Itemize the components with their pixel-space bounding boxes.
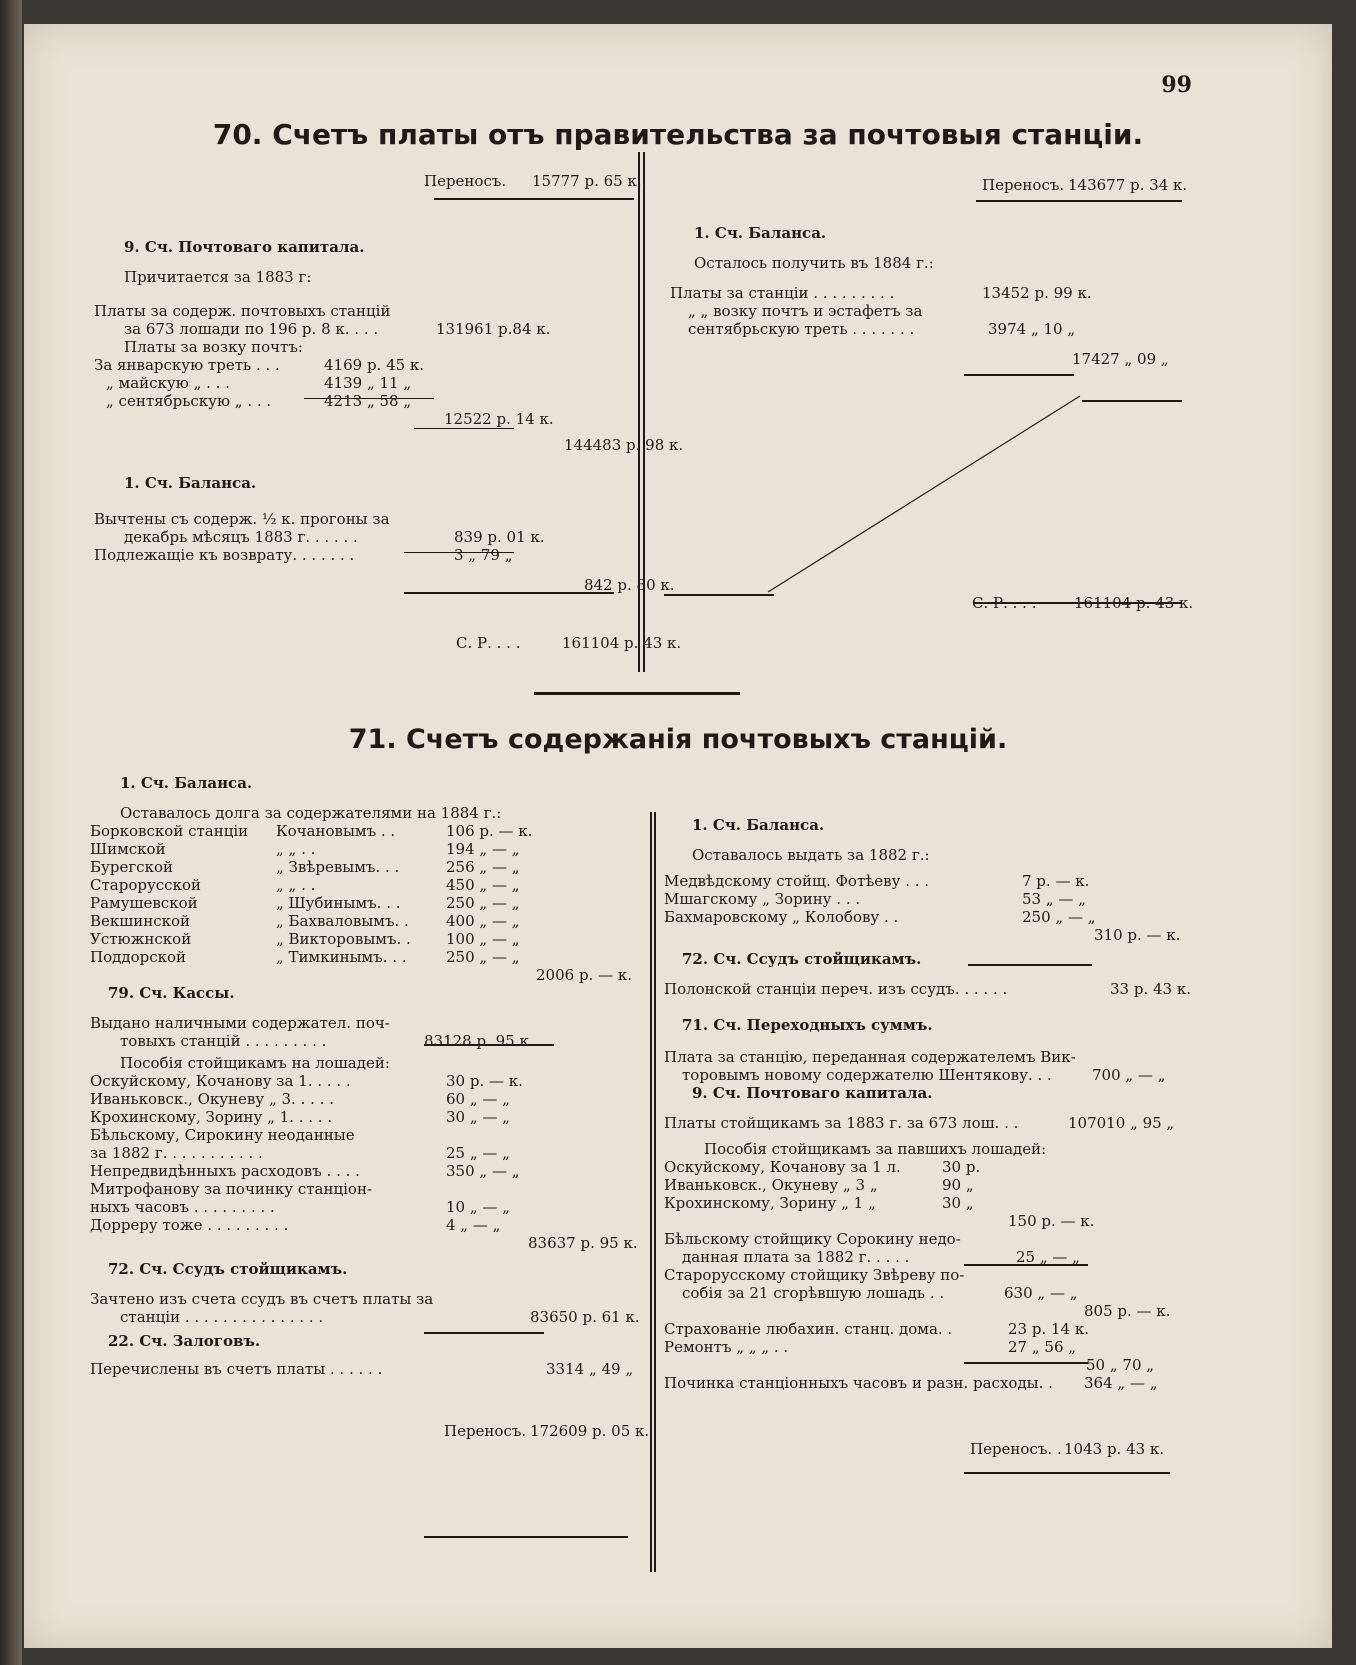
entry-amount: 3974 „ 10 „ xyxy=(988,320,1076,338)
lost-horse-row xyxy=(664,1194,1184,1212)
station-row xyxy=(90,822,650,840)
account-subtitle: Оставалось долга за содержателями на 1884 г.: xyxy=(120,804,502,822)
station-name: Рамушевской xyxy=(90,894,198,912)
rule xyxy=(404,552,514,553)
lost-horse-row xyxy=(664,1176,1184,1194)
rule xyxy=(404,592,614,594)
sum-amount: 161104 р. 43 к. xyxy=(1074,594,1194,612)
entry-row xyxy=(664,980,1191,998)
total-amount: 2006 р. — к. xyxy=(536,966,632,984)
entry-text: Мшагскому „ Зорину . . . xyxy=(664,890,861,908)
rule xyxy=(964,1472,1170,1474)
entry-text: Платы за станціи . . . . . . . . . xyxy=(670,284,895,302)
account-subtitle: Причитается за 1883 г: xyxy=(124,268,312,286)
entry-amount: 107010 „ 95 „ xyxy=(1068,1114,1175,1132)
total-amount: 144483 р. 98 к. xyxy=(564,436,684,454)
allowance-row xyxy=(90,1108,650,1126)
balance-row xyxy=(664,872,1184,890)
entry-text: Починка станціонныхъ часовъ и разн. расходы. . xyxy=(664,1374,1053,1392)
rule xyxy=(964,1362,1088,1364)
station-amount: 194 „ — „ xyxy=(446,840,520,858)
entry-row xyxy=(90,1308,650,1326)
entry-text: Платы за содерж. почтовыхъ станцій xyxy=(94,302,391,320)
entry-amount: 30 „ — „ xyxy=(446,1108,510,1126)
station-row xyxy=(90,858,650,876)
allowance-list xyxy=(90,1072,650,1234)
subtotal-row xyxy=(664,1302,1184,1320)
station-row xyxy=(90,876,650,894)
entry-text: собія за 21 сгорѣвшую лошадь . . xyxy=(682,1284,945,1302)
station-amount: 250 „ — „ xyxy=(446,948,520,966)
entry-text: За январскую треть . . . xyxy=(94,356,280,374)
entry-amount: 83650 р. 61 к. xyxy=(530,1308,640,1326)
carry-amount: 143677 р. 34 к. xyxy=(1068,176,1188,194)
entry-amount: 83128 р. 95 к. xyxy=(424,1032,534,1050)
carry-amount: 15777 р. 65 к. xyxy=(532,172,642,190)
entry-row xyxy=(94,546,654,564)
total-amount: 842 р. 80 к. xyxy=(584,576,675,594)
entry-text: Крохинскому, Зорину „ 1. . . . . xyxy=(90,1108,333,1126)
entry-text: Выдано наличными содержател. поч- xyxy=(90,1014,390,1032)
entry-row xyxy=(670,284,1190,302)
carry-row xyxy=(90,1422,650,1440)
entry-text: Бѣльскому, Сирокину неоданные xyxy=(90,1126,355,1144)
carry-row xyxy=(664,1440,1184,1458)
book-spine xyxy=(0,0,22,1665)
rule xyxy=(424,1044,554,1046)
entry-amount: 4 „ — „ xyxy=(446,1216,501,1234)
total-amount: 17427 „ 09 „ xyxy=(1072,350,1169,368)
account-title: 1. Сч. Баланса. xyxy=(694,224,827,242)
entry-amount: 364 „ — „ xyxy=(1084,1374,1158,1392)
page-number: 99 xyxy=(1161,72,1192,98)
column-divider xyxy=(643,152,645,672)
entry-text: сентябрьскую треть . . . . . . . xyxy=(688,320,915,338)
entry-text: Зачтено изъ счета ссудъ въ счетъ платы за xyxy=(90,1290,434,1308)
entry-row xyxy=(664,1320,1184,1338)
entry-text: Дорреру тоже . . . . . . . . . xyxy=(90,1216,289,1234)
entry-text: Полонской станціи переч. изъ ссудъ. . . . . . xyxy=(664,980,1008,998)
entry-row xyxy=(664,1284,1184,1302)
entry-text: ныхъ часовъ . . . . . . . . . xyxy=(90,1198,275,1216)
station-amount: 106 р. — к. xyxy=(446,822,533,840)
entry-text: Бѣльскому стойщику Сорокину недо- xyxy=(664,1230,961,1248)
entry-text: Оскуйскому, Кочанову за 1 л. xyxy=(664,1158,901,1176)
entry-row xyxy=(94,356,654,374)
subtotal-row xyxy=(94,410,654,428)
subtotal-amount: 805 р. — к. xyxy=(1084,1302,1171,1320)
station-keeper: „ Шубинымъ. . . xyxy=(276,894,401,912)
entry-text: Пособія стойщикамъ на лошадей: xyxy=(120,1054,390,1072)
total-row xyxy=(664,926,1184,944)
entry-text: Страхованіе любахин. станц. дома. . xyxy=(664,1320,953,1338)
station-keeper: Кочановымъ . . xyxy=(276,822,396,840)
total-amount: 83637 р. 95 к. xyxy=(528,1234,638,1252)
sum-label: С. Р. . . . xyxy=(972,594,1037,612)
station-keeper: „ „ . . xyxy=(276,840,316,858)
section-70-title: 70. Счетъ платы отъ правительства за почтовыя станціи. xyxy=(212,118,1144,151)
rule xyxy=(976,200,1182,202)
balance-row xyxy=(664,908,1184,926)
rule xyxy=(424,1536,628,1538)
entry-amount: 30 р. xyxy=(942,1158,981,1176)
entry-text: Ремонтъ „ „ „ . . xyxy=(664,1338,789,1356)
column-divider xyxy=(650,812,652,1572)
station-keeper: „ Звѣревымъ. . . xyxy=(276,858,400,876)
rule xyxy=(414,428,514,429)
station-name: Устюжнской xyxy=(90,930,192,948)
allowance-row xyxy=(90,1072,650,1090)
total-row xyxy=(90,1234,650,1252)
entry-amount: 60 „ — „ xyxy=(446,1090,510,1108)
s71-right-column xyxy=(664,816,1191,1458)
allowance-row xyxy=(90,1126,650,1144)
entry-amount: 33 р. 43 к. xyxy=(1110,980,1191,998)
lost-horses-list xyxy=(664,1158,1184,1212)
entry-text: декабрь мѣсяцъ 1883 г. . . . . . xyxy=(124,528,358,546)
subtotal-amount: 12522 р. 14 к. xyxy=(444,410,554,428)
rule xyxy=(964,1264,1088,1266)
account-title: 1. Сч. Баланса. xyxy=(692,816,825,834)
subtotal-amount: 50 „ 70 „ xyxy=(1086,1356,1155,1374)
entry-amount: 30 р. — к. xyxy=(446,1072,523,1090)
s70-left-column xyxy=(94,172,684,652)
station-amount: 256 „ — „ xyxy=(446,858,520,876)
entry-row xyxy=(94,320,654,338)
entry-text: „ „ возку почтъ и эстафетъ за xyxy=(688,302,923,320)
entry-row xyxy=(664,1338,1184,1356)
section-separator xyxy=(534,692,740,695)
account-title: 9. Сч. Почтоваго капитала. xyxy=(124,238,365,256)
entry-row xyxy=(670,320,1190,338)
entry-row xyxy=(664,1248,1184,1266)
allowance-row xyxy=(90,1180,650,1198)
allowance-row xyxy=(90,1144,650,1162)
entry-text: Митрофанову за починку станціон- xyxy=(90,1180,373,1198)
entry-text: Старорусскому стойщику Звѣреву по- xyxy=(664,1266,965,1284)
entry-amount: 131961 р.84 к. xyxy=(436,320,551,338)
station-keeper: „ Викторовымъ. . xyxy=(276,930,411,948)
entry-amount: 53 „ — „ xyxy=(1022,890,1086,908)
account-subtitle: Осталось получить въ 1884 г.: xyxy=(694,254,934,272)
account-title: 22. Сч. Залоговъ. xyxy=(108,1332,261,1350)
entry-text: Платы за возку почтъ: xyxy=(124,338,303,356)
account-title: 1. Сч. Баланса. xyxy=(124,474,257,492)
entry-amount: 839 р. 01 к. xyxy=(454,528,545,546)
rule xyxy=(434,198,634,200)
entry-text: Крохинскому, Зорину „ 1 „ xyxy=(664,1194,876,1212)
carry-label: Переносъ. xyxy=(424,172,507,190)
entry-text: Медвѣдскому стойщ. Фотѣеву . . . xyxy=(664,872,930,890)
total-row xyxy=(94,436,684,454)
rule xyxy=(664,594,774,596)
column-divider xyxy=(654,812,656,1572)
station-amount: 100 „ — „ xyxy=(446,930,520,948)
entry-amount: 27 „ 56 „ xyxy=(1008,1338,1077,1356)
entry-amount: 700 „ — „ xyxy=(1092,1066,1166,1084)
account-title: 79. Сч. Кассы. xyxy=(108,984,235,1002)
entry-amount: 13452 р. 99 к. xyxy=(982,284,1092,302)
account-title: 71. Сч. Переходныхъ суммъ. xyxy=(682,1016,933,1034)
station-amount: 400 „ — „ xyxy=(446,912,520,930)
entry-amount: 250 „ — „ xyxy=(1022,908,1096,926)
sum-amount: 161104 р. 43 к. xyxy=(562,634,682,652)
carry-amount: 172609 р. 05 к. xyxy=(530,1422,650,1440)
entry-amount: 4169 р. 45 к. xyxy=(324,356,425,374)
carry-row xyxy=(94,172,654,190)
station-name: Бурегской xyxy=(90,858,173,876)
allowance-row xyxy=(90,1216,650,1234)
entry-amount: 90 „ xyxy=(942,1176,974,1194)
account-title: 1. Сч. Баланса. xyxy=(120,774,253,792)
entry-row xyxy=(664,1066,1184,1084)
entry-text: Подлежащіе къ возврату. . . . . . . xyxy=(94,546,355,564)
entry-amount: 350 „ — „ xyxy=(446,1162,520,1180)
carry-label: Переносъ. xyxy=(982,176,1065,194)
entry-text: за 1882 г. . . . . . . . . . . xyxy=(90,1144,263,1162)
allowance-row xyxy=(90,1198,650,1216)
entry-row xyxy=(94,392,654,410)
entry-text: Иваньковск., Окуневу „ 3 „ xyxy=(664,1176,878,1194)
subtotal-amount: 150 р. — к. xyxy=(1008,1212,1095,1230)
rule xyxy=(1082,400,1182,402)
rule xyxy=(304,398,434,399)
total-row xyxy=(670,350,1190,368)
allowance-row xyxy=(90,1090,650,1108)
station-row xyxy=(90,948,650,966)
entry-text: Бахмаровскому „ Колобову . . xyxy=(664,908,899,926)
entry-amount: 25 „ — „ xyxy=(446,1144,510,1162)
station-row xyxy=(90,894,650,912)
total-row xyxy=(90,966,650,984)
entry-row xyxy=(90,1360,650,1378)
entry-text: Пособія стойщикамъ за павшихъ лошадей: xyxy=(704,1140,1047,1158)
entry-text: Непредвидѣнныхъ расходовъ . . . . xyxy=(90,1162,360,1180)
entry-amount: 10 „ — „ xyxy=(446,1198,510,1216)
total-amount: 310 р. — к. xyxy=(1094,926,1181,944)
section-71-title: 71. Счетъ содержанія почтовыхъ станцій. xyxy=(348,724,1008,755)
rule xyxy=(424,1332,544,1334)
entry-amount: 630 „ — „ xyxy=(1004,1284,1078,1302)
station-name: Поддорской xyxy=(90,948,187,966)
station-row xyxy=(90,930,650,948)
carry-amount: 1043 р. 43 к. xyxy=(1064,1440,1165,1458)
station-amount: 450 „ — „ xyxy=(446,876,520,894)
entry-text: Иваньковск., Окуневу „ 3. . . . . xyxy=(90,1090,334,1108)
station-debt-list xyxy=(90,822,650,966)
entry-text: Перечислены въ счетъ платы . . . . . . xyxy=(90,1360,383,1378)
entry-text: „ сентябрьскую „ . . . xyxy=(106,392,272,410)
entry-row xyxy=(94,374,654,392)
entry-row xyxy=(94,528,654,546)
account-title: 72. Сч. Ссудъ стойщикамъ. xyxy=(108,1260,348,1278)
balance-row xyxy=(664,890,1184,908)
entry-text: „ майскую „ . . . xyxy=(106,374,230,392)
lost-horse-row xyxy=(664,1158,1184,1176)
entry-text: Платы стойщикамъ за 1883 г. за 673 лош. . . xyxy=(664,1114,1019,1132)
entry-text: данная плата за 1882 г. . . . . xyxy=(682,1248,910,1266)
entry-text: Оскуйскому, Кочанову за 1. . . . . xyxy=(90,1072,351,1090)
account-subtitle: Оставалось выдать за 1882 г.: xyxy=(692,846,930,864)
station-name: Борковской станціи xyxy=(90,822,249,840)
ledger-page xyxy=(24,24,1332,1648)
station-row xyxy=(90,840,650,858)
rule xyxy=(968,964,1092,966)
entry-amount: 3314 „ 49 „ xyxy=(546,1360,634,1378)
subtotal-row xyxy=(664,1356,1184,1374)
entry-text: торовымъ новому содержателю Шентякову. . . xyxy=(682,1066,1052,1084)
carry-row xyxy=(670,176,1190,194)
entry-amount: 4139 „ 11 „ xyxy=(324,374,412,392)
carry-label: Переносъ. xyxy=(444,1422,527,1440)
column-divider xyxy=(638,152,640,672)
station-name: Шимской xyxy=(90,840,166,858)
station-name: Старорусской xyxy=(90,876,201,894)
entry-amount: 3 „ 79 „ xyxy=(454,546,513,564)
s71-left-column xyxy=(90,774,650,1440)
subtotal-row xyxy=(664,1212,1184,1230)
balance-list xyxy=(664,872,1184,926)
station-keeper: „ Бахваловымъ. . xyxy=(276,912,409,930)
carry-label: Переносъ. . xyxy=(970,1440,1062,1458)
rule xyxy=(964,374,1074,376)
station-keeper: „ Тимкинымъ. . . xyxy=(276,948,407,966)
station-name: Векшинской xyxy=(90,912,191,930)
station-amount: 250 „ — „ xyxy=(446,894,520,912)
allowance-row xyxy=(90,1162,650,1180)
entry-text: товыхъ станцій . . . . . . . . . xyxy=(120,1032,327,1050)
entry-row xyxy=(90,1032,650,1050)
entry-text: Вычтены съ содерж. ½ к. прогоны за xyxy=(94,510,390,528)
sum-label: С. Р. . . . xyxy=(456,634,521,652)
entry-text: Плата за станцію, переданная содержателемъ Вик- xyxy=(664,1048,1076,1066)
entry-amount: 4213 „ 58 „ xyxy=(324,392,412,410)
entry-row xyxy=(664,1114,1184,1132)
station-row xyxy=(90,912,650,930)
account-title: 9. Сч. Почтоваго капитала. xyxy=(692,1084,933,1102)
entry-amount: 30 „ xyxy=(942,1194,974,1212)
entry-text: станціи . . . . . . . . . . . . . . . xyxy=(120,1308,324,1326)
entry-amount: 23 р. 14 к. xyxy=(1008,1320,1089,1338)
entry-amount: 25 „ — „ xyxy=(1016,1248,1080,1266)
balance-diagonal-line xyxy=(764,394,1084,594)
rule xyxy=(974,602,1182,604)
entry-amount: 7 р. — к. xyxy=(1022,872,1090,890)
entry-row xyxy=(664,1374,1184,1392)
sum-row xyxy=(94,634,682,652)
account-title: 72. Сч. Ссудъ стойщикамъ. xyxy=(682,950,922,968)
entry-text: за 673 лошади по 196 р. 8 к. . . . xyxy=(124,320,379,338)
station-keeper: „ „ . . xyxy=(276,876,316,894)
